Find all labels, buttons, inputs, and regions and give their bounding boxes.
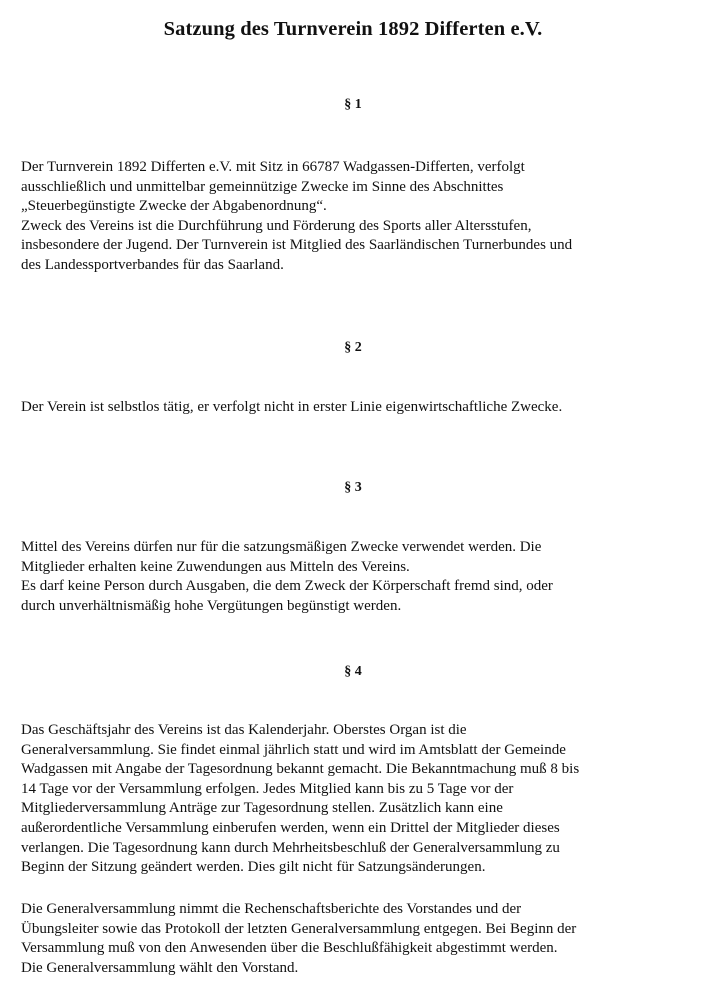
section-2-paragraph [21, 398, 691, 418]
text-line: Mittel des Vereins dürfen nur für die satzungsmäßigen Zwecke verwendet werden. Die [21, 539, 542, 555]
text-line: Generalversammlung. Sie findet einmal jährlich statt und wird im Amtsblatt der Gemeinde [21, 741, 566, 758]
text-line: Mitglieder erhalten keine Zuwendungen aus Mitteln des Vereins. [21, 558, 410, 575]
text-line: Wadgassen mit Angabe der Tagesordnung bekannt gemacht. Die Bekanntmachung muß 8 bis [21, 761, 580, 778]
text-line: Zweck des Vereins ist die Durchführung und Förderung des Sports aller Altersstufen, [21, 217, 532, 234]
text-line: Der Turnverein 1892 Differten e.V. mit Sitz in 66787 Wadgassen-Differten, verfolgt [21, 159, 525, 175]
text-line: Beginn der Sitzung geändert werden. Dies gilt nicht für Satzungsänderungen. [21, 859, 486, 876]
text-line: 14 Tage vor der Versammlung erfolgen. Jedes Mitglied kann bis zu 5 Tage vor der [21, 780, 514, 797]
text-line: durch unverhältnismäßig hohe Vergütungen begünstigt werden. [21, 597, 402, 614]
text-line: Die Generalversammlung wählt den Vorstand. [21, 959, 299, 976]
text-line: „Steuerbegünstigte Zwecke der Abgabenordnung“. [21, 198, 327, 215]
section-1-heading: § 1 [344, 97, 362, 112]
section-2-heading: § 2 [344, 340, 362, 355]
text-line: Das Geschäftsjahr des Vereins ist das Kalenderjahr. Oberstes Organ ist die [21, 722, 467, 738]
text-line: verlangen. Die Tagesordnung kann durch Mehrheitsbeschluß der Generalversammlung zu [21, 839, 560, 856]
text-line: Es darf keine Person durch Ausgaben, die dem Zweck der Körperschaft fremd sind, oder [21, 578, 553, 595]
text-line: außerordentliche Versammlung einberufen werden, wenn ein Drittel der Mitglieder dieses [21, 819, 560, 836]
section-3-heading: § 3 [344, 480, 362, 495]
text-line: Die Generalversammlung nimmt die Rechenschaftsberichte des Vorstandes und der [21, 901, 522, 917]
section-4-heading: § 4 [344, 664, 362, 679]
text-line: insbesondere der Jugend. Der Turnverein ist Mitglied des Saarländischen Turnerbundes und [21, 237, 573, 254]
text-line: Der Verein ist selbstlos tätig, er verfolgt nicht in erster Linie eigenwirtschaftliche Zwecke. [21, 399, 563, 415]
text-line: des Landessportverbandes für das Saarland. [21, 256, 284, 273]
text-line: Übungsleiter sowie das Protokoll der letzten Generalversammlung entgegen. Bei Beginn der [21, 920, 577, 937]
text-line: Mitgliederversammlung Anträge zur Tagesordnung stellen. Zusätzlich kann eine [21, 800, 503, 817]
section-4-paragraph-2 [21, 900, 691, 978]
section-3-paragraph [21, 538, 691, 616]
section-4-paragraph-1 [21, 721, 691, 878]
document-title: Satzung des Turnverein 1892 Differten e.V. [163, 18, 543, 40]
text-line: ausschließlich und unmittelbar gemeinnützige Zwecke im Sinne des Abschnittes [21, 178, 504, 195]
section-1-paragraph [21, 158, 691, 276]
text-line: Versammlung muß von den Anwesenden über die Beschlußfähigkeit abgestimmt werden. [21, 940, 558, 957]
